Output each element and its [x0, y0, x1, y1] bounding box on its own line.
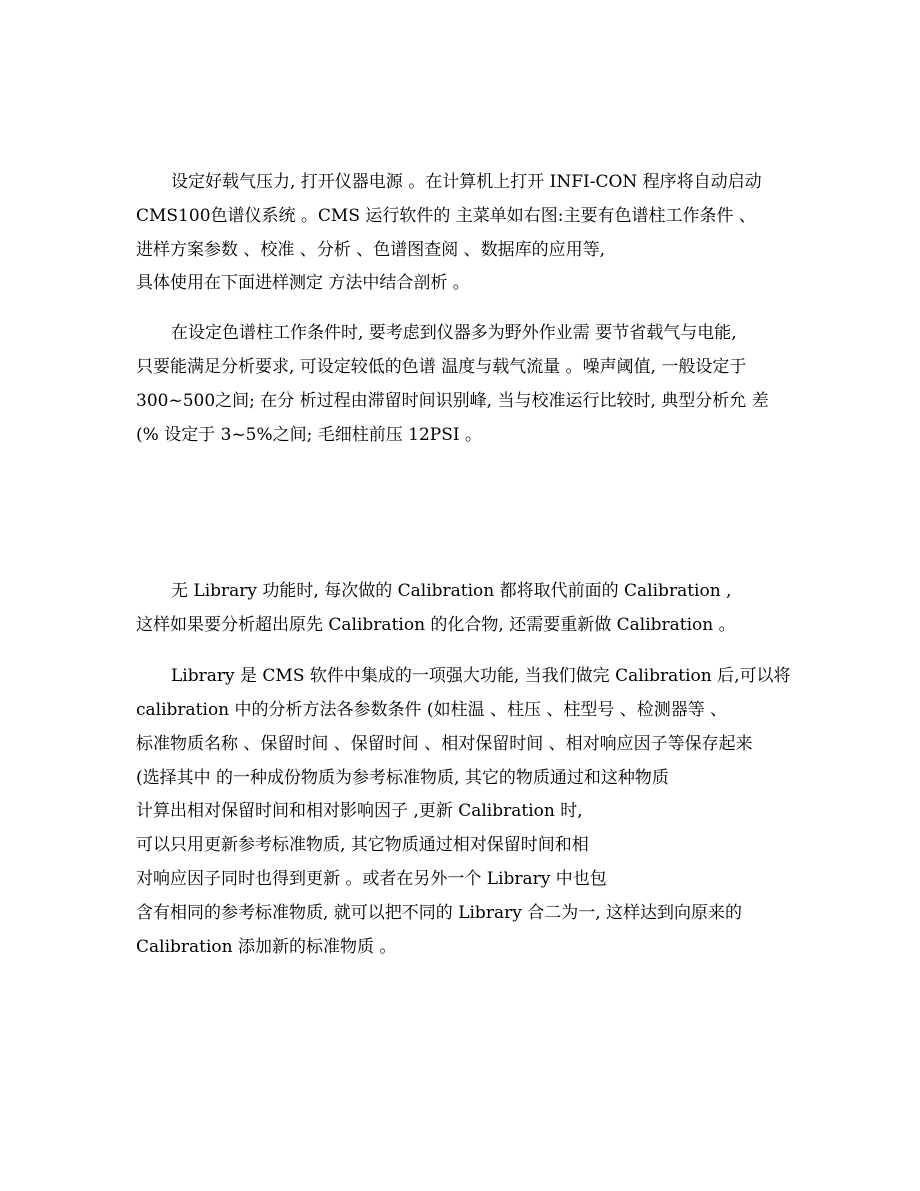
text-line: 在设定色谱柱工作条件时, 要考虑到仪器多为野外作业需 要节省载气与电能,: [171, 323, 737, 343]
text-line: 300~500之间; 在分 析过程由滞留时间识别峰, 当与校准运行比较时, 典型分析允 差: [136, 391, 769, 411]
text-line: (选择其中 的一种成份物质为参考标准物质, 其它的物质通过和这种物质: [136, 768, 669, 788]
text-line: 只要能满足分析要求, 可设定较低的色谱 温度与载气流量 。噪声阈值, 一般设定于: [136, 357, 747, 377]
text-line: 这样如果要分析超出原先 Calibration 的化合物, 还需要重新做 Calibration 。: [136, 615, 736, 635]
text-line: 无 Library 功能时, 每次做的 Calibration 都将取代前面的 Calibration ,: [171, 581, 732, 601]
text-line: 可以只用更新参考标准物质, 其它物质通过相对保留时间和相: [136, 835, 589, 855]
text-line: 标准物质名称 、保留时间 、保留时间 、相对保留时间 、相对响应因子等保存起来: [136, 734, 753, 754]
text-line: 计算出相对保留时间和相对影响因子 ,更新 Calibration 时,: [136, 801, 583, 821]
text-line: 具体使用在下面进样测定 方法中结合剖析 。: [136, 273, 470, 293]
text-line: CMS100色谱仪系统 。CMS 运行软件的 主菜单如右图:主要有色谱柱工作条件 、: [136, 206, 756, 226]
text-line: 含有相同的参考标准物质, 就可以把不同的 Library 合二为一, 这样达到向原来的: [136, 903, 743, 923]
text-line: Library 是 CMS 软件中集成的一项强大功能, 当我们做完 Calibration 后,可以将: [171, 666, 791, 686]
text-line: 进样方案参数 、校准 、分析 、色谱图查阅 、数据库的应用等,: [136, 240, 606, 260]
text-line: 对响应因子同时也得到更新 。或者在另外一个 Library 中也包: [136, 869, 607, 889]
text-line: 设定好载气压力, 打开仪器电源 。在计算机上打开 INFI-CON 程序将自动启动: [171, 172, 762, 192]
text-line: calibration 中的分析方法各参数条件 (如柱温 、柱压 、柱型号 、检测器等 、: [136, 700, 728, 720]
text-line: Calibration 添加新的标准物质 。: [136, 937, 397, 957]
text-line: (% 设定于 3~5%之间; 毛细柱前压 12PSI 。: [136, 425, 482, 445]
